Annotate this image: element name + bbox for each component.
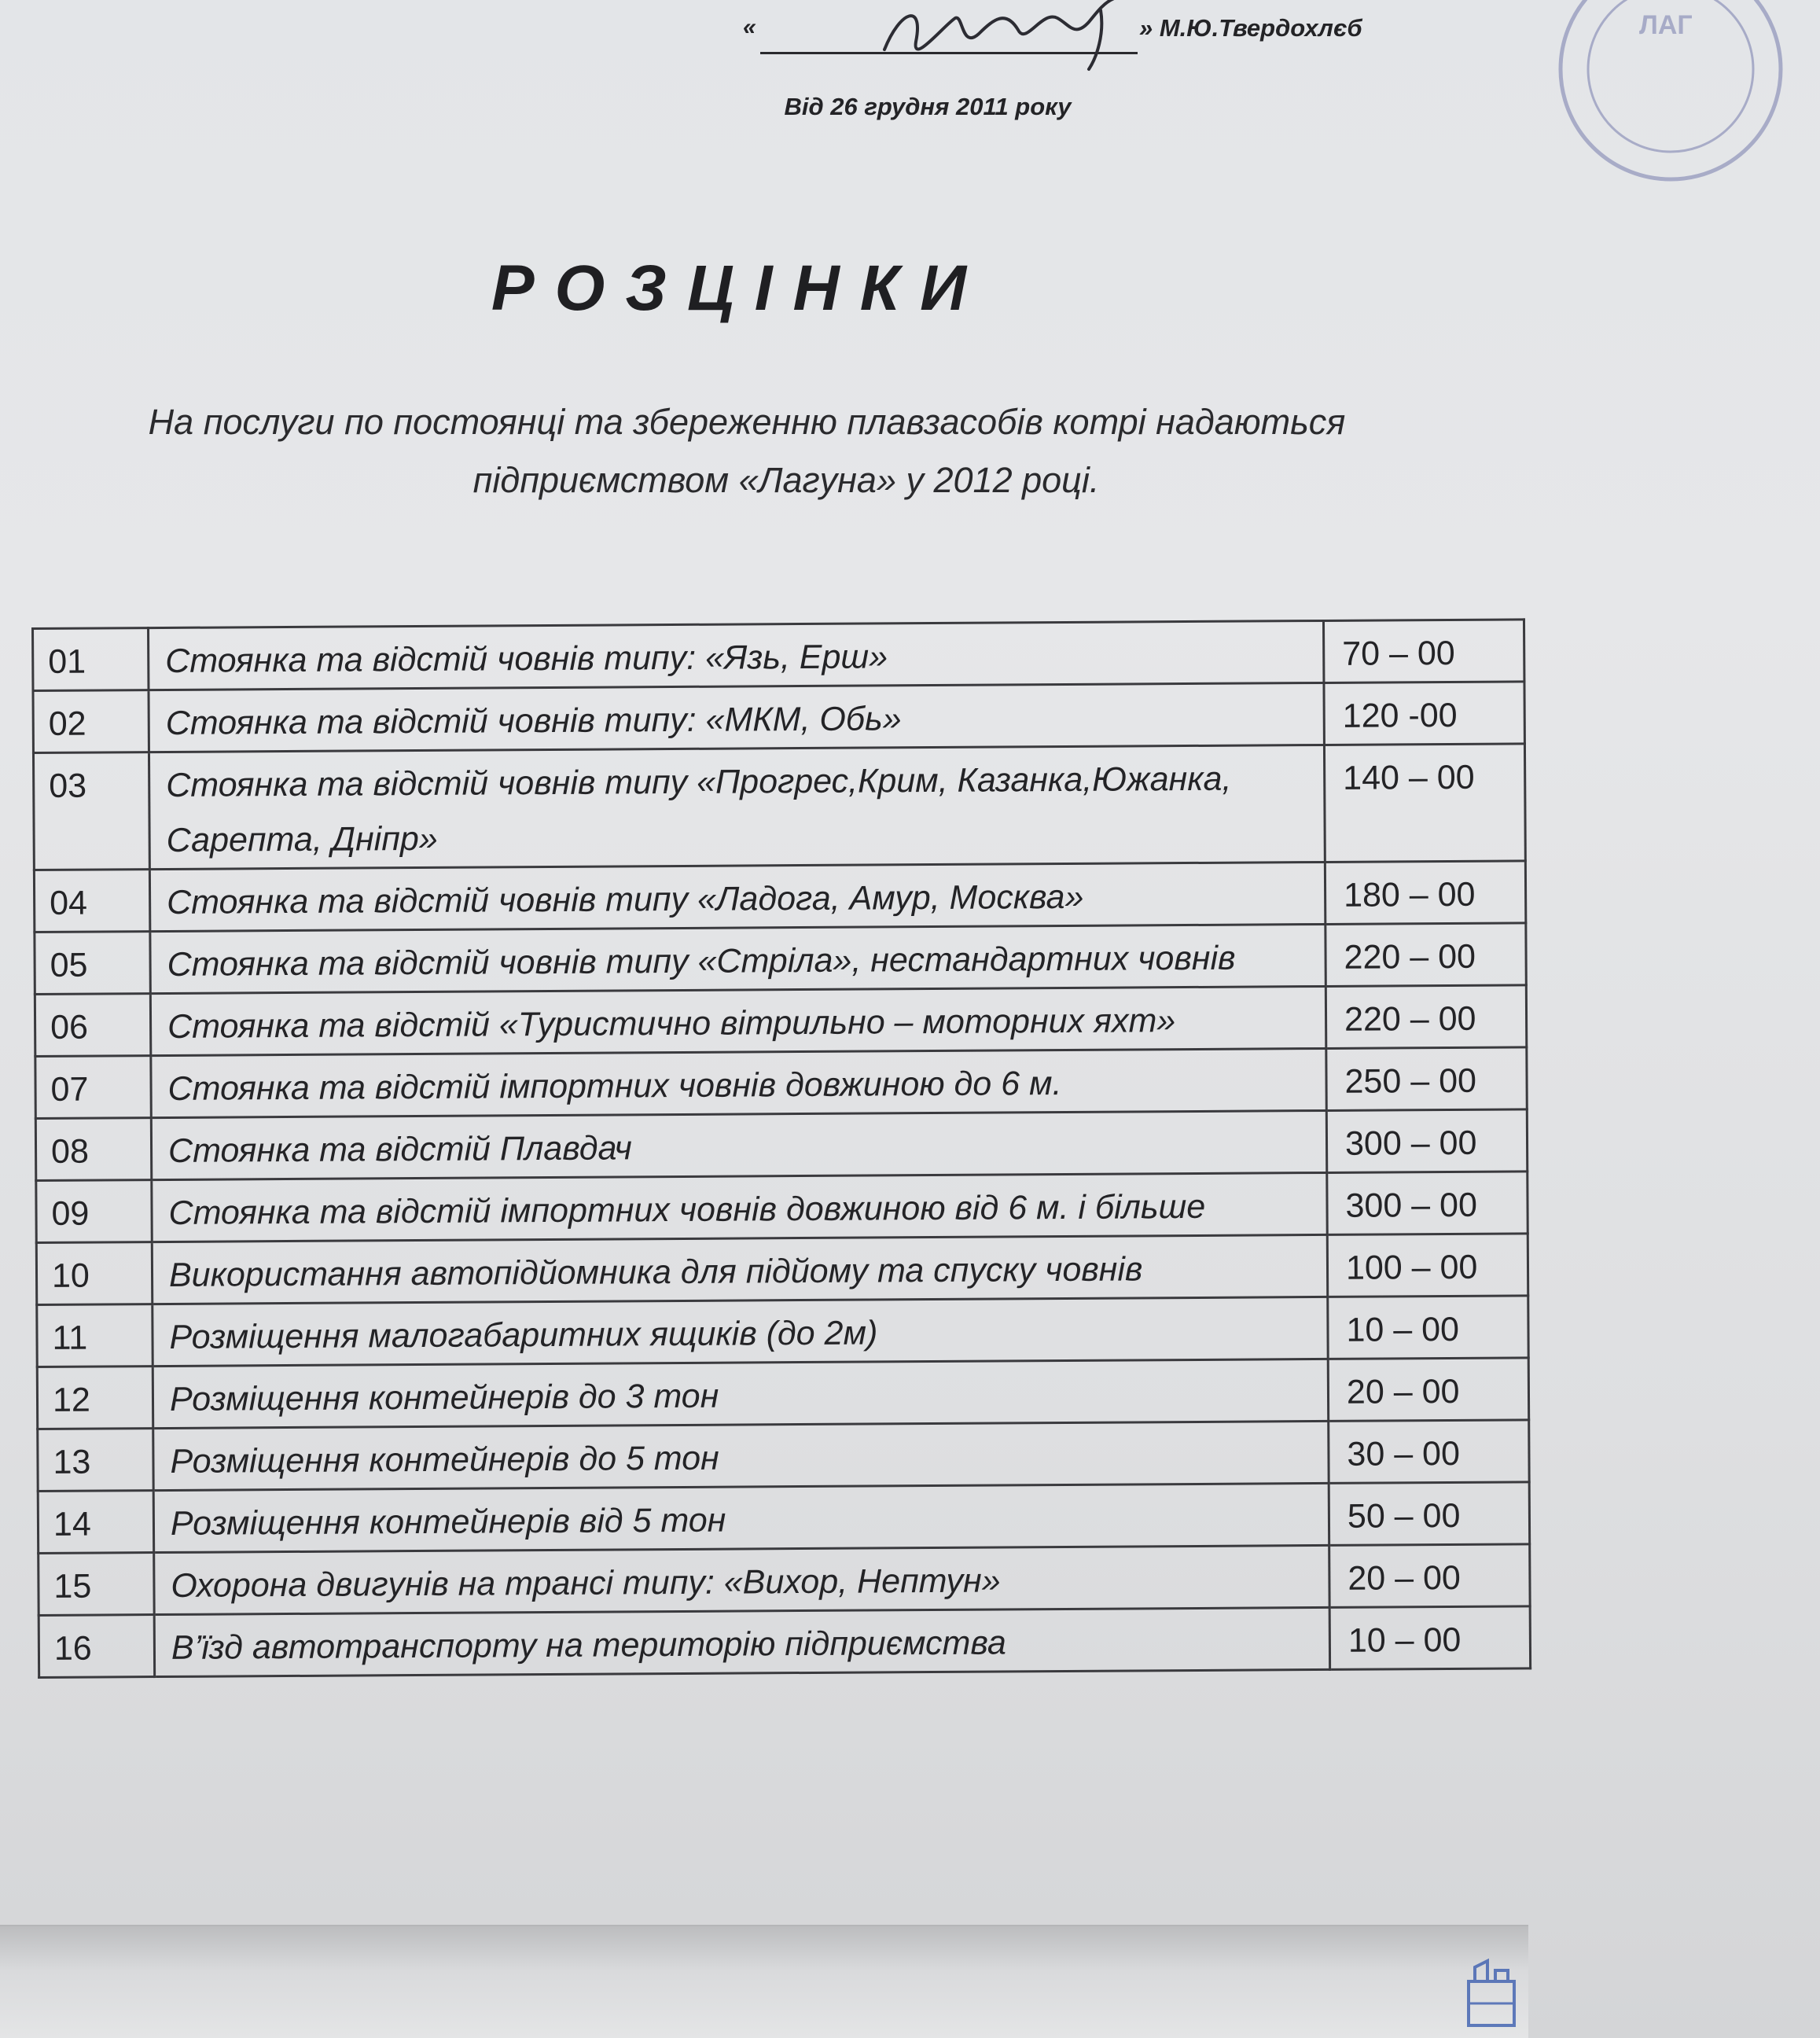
table-row xyxy=(35,985,1526,1057)
row-number: 01 xyxy=(33,628,149,691)
service-price: 70 – 00 xyxy=(1323,620,1524,683)
table-row xyxy=(37,1358,1528,1429)
service-description: Стоянка та відстій Плавдач xyxy=(151,1110,1326,1179)
row-number: 03 xyxy=(33,752,149,870)
subtitle-line-1: На послуги по постоянці та збереженню плавзасобів котрі надаються xyxy=(148,402,1346,442)
table-row xyxy=(35,1109,1527,1181)
service-description: Стоянка та відстій човнів типу «Ладога, Амур, Москва» xyxy=(149,862,1325,931)
service-price: 180 – 00 xyxy=(1325,861,1525,925)
company-stamp xyxy=(1521,0,1820,187)
table-row xyxy=(39,1606,1530,1678)
row-number: 14 xyxy=(38,1491,153,1554)
service-description: Розміщення контейнерів до 5 тон xyxy=(153,1421,1329,1490)
service-price: 220 – 00 xyxy=(1325,985,1526,1049)
table-row xyxy=(36,1172,1528,1243)
table-row xyxy=(33,682,1524,753)
service-description: Стоянка та відстій імпортних човнів довжиною від 6 м. і більше xyxy=(152,1172,1327,1242)
signature-quote-open: « xyxy=(743,14,756,40)
handwritten-signature xyxy=(869,0,1128,73)
service-price: 120 -00 xyxy=(1324,682,1524,745)
row-number: 05 xyxy=(35,932,150,995)
table-row xyxy=(38,1420,1529,1492)
service-price: 300 – 00 xyxy=(1327,1172,1528,1235)
service-description: Охорона двигунів на трансі типу: «Вихор, Нептун» xyxy=(154,1545,1329,1614)
row-number: 04 xyxy=(34,870,149,933)
table-row xyxy=(39,1544,1530,1616)
service-price: 10 – 00 xyxy=(1328,1296,1528,1359)
service-description: Стоянка та відстій «Туристично вітрильно – моторних яхт» xyxy=(150,986,1325,1055)
service-description: Розміщення малогабаритних ящиків (до 2м) xyxy=(153,1297,1328,1366)
subtitle-line-2: підприємством «Лагуна» у 2012 році. xyxy=(472,460,1100,500)
service-price: 220 – 00 xyxy=(1325,923,1526,987)
service-description: Використання автопідйомника для підйому та спуску човнів xyxy=(152,1234,1327,1304)
row-number: 09 xyxy=(36,1180,152,1243)
service-description: Стоянка та відстій човнів типу «Прогрес,Крим, Казанка,Южанка, Сарепта, Дніпр» xyxy=(149,745,1325,869)
service-description: Стоянка та відстій човнів типу: «Язь, Ерш» xyxy=(149,620,1324,690)
row-number: 11 xyxy=(37,1304,153,1367)
stamp-text: ЛАГ xyxy=(1639,10,1693,40)
row-number: 07 xyxy=(35,1056,151,1119)
table-row xyxy=(38,1482,1529,1554)
service-price: 140 – 00 xyxy=(1324,744,1525,863)
table-row xyxy=(35,1047,1527,1119)
table-row xyxy=(35,923,1526,995)
table-row xyxy=(34,861,1525,933)
row-number: 06 xyxy=(35,994,150,1057)
table-row xyxy=(37,1296,1528,1367)
row-number: 10 xyxy=(36,1242,152,1305)
service-price: 20 – 00 xyxy=(1328,1358,1528,1422)
service-price: 250 – 00 xyxy=(1326,1047,1527,1111)
service-price: 30 – 00 xyxy=(1329,1420,1529,1484)
price-table xyxy=(31,618,1531,1679)
service-price: 300 – 00 xyxy=(1326,1109,1527,1173)
approval-date: Від 26 грудня 2011 року xyxy=(784,93,1072,120)
row-number: 15 xyxy=(39,1553,154,1616)
service-description: Стоянка та відстій човнів типу: «МКМ, Обь» xyxy=(149,682,1324,752)
row-number: 13 xyxy=(38,1429,153,1492)
service-description: Стоянка та відстій імпортних човнів довжиною до 6 м. xyxy=(151,1048,1326,1117)
service-price: 100 – 00 xyxy=(1327,1234,1528,1297)
service-price: 10 – 00 xyxy=(1329,1606,1530,1670)
table-row xyxy=(36,1234,1528,1305)
corner-logo-icon xyxy=(1464,1958,1519,2029)
row-number: 02 xyxy=(33,690,149,753)
table-row xyxy=(33,620,1524,691)
service-description: Стоянка та відстій човнів типу «Стріла», нестандартних човнів xyxy=(150,924,1325,993)
service-price: 50 – 00 xyxy=(1329,1482,1529,1546)
service-description: В’їзд автотранспорту на територію підприємства xyxy=(154,1607,1329,1676)
approval-block xyxy=(743,10,1693,140)
document-subtitle xyxy=(8,393,1486,510)
table-row xyxy=(33,744,1525,870)
row-number: 12 xyxy=(37,1367,153,1429)
row-number: 16 xyxy=(39,1615,154,1678)
row-number: 08 xyxy=(35,1118,151,1181)
signer-name: » М.Ю.Твердохлєб xyxy=(1139,14,1362,42)
page-title: РОЗЦІНКИ xyxy=(491,252,987,324)
lower-sheet-edge xyxy=(0,1926,1528,2038)
service-price: 20 – 00 xyxy=(1329,1544,1530,1608)
service-description: Розміщення контейнерів від 5 тон xyxy=(153,1483,1329,1552)
service-description: Розміщення контейнерів до 3 тон xyxy=(153,1359,1328,1428)
